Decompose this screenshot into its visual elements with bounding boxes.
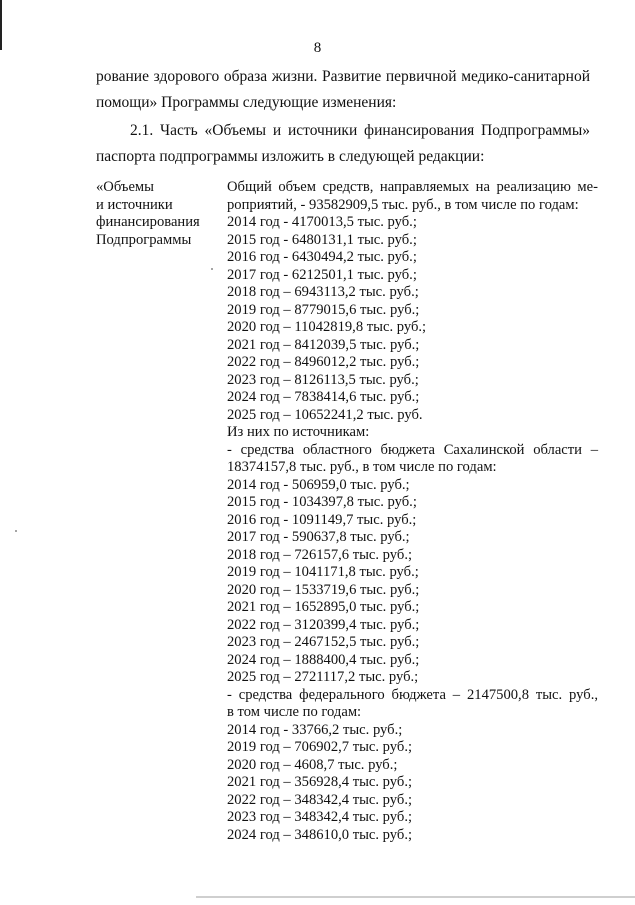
total-year-line: 2014 год - 4170013,5 тыс. руб.;: [227, 214, 417, 230]
federal-budget-line-1: - средства федерального бюджета – 2147500,8 тыс. руб.,: [227, 686, 598, 703]
regional-year-line: 2020 год – 1533719,6 тыс. руб.;: [227, 581, 420, 598]
regional-year-line: 2014 год - 506959,0 тыс. руб.;: [227, 476, 410, 493]
intro-line-1: рование здорового образа жизни. Развитие первичной медико-санитарной: [96, 68, 590, 85]
scan-bottom-edge: [196, 896, 635, 898]
regional-year-line: 2018 год – 726157,6 тыс. руб.;: [227, 546, 413, 563]
federal-year-line: 2023 год – 348342,4 тыс. руб.;: [227, 809, 413, 825]
federal-year-line: 2020 год – 4608,7 тыс. руб.;: [227, 756, 398, 773]
regional-year-line: 2015 год - 1034397,8 тыс. руб.;: [227, 494, 417, 510]
item-line-1: 2.1. Часть «Объемы и источники финансирования Подпрограммы»: [130, 122, 590, 139]
regional-year-line: 2024 год – 1888400,4 тыс. руб.;: [227, 651, 420, 668]
regional-budget-line-2: 18374157,8 тыс. руб., в том числе по годам:: [227, 459, 497, 475]
passport-value-cell: [227, 179, 598, 844]
scan-speck: [15, 530, 17, 532]
total-year-line: 2023 год – 8126113,5 тыс. руб.;: [227, 371, 419, 388]
total-year-line: 2016 год - 6430494,2 тыс. руб.;: [227, 249, 417, 265]
label-line: «Объемы: [96, 179, 154, 195]
federal-year-line: 2014 год - 33766,2 тыс. руб.;: [227, 721, 403, 738]
intro-paragraph: [96, 64, 590, 116]
intro-line-2: помощи» Программы следующие изменения:: [96, 94, 397, 111]
label-line: и источники: [96, 196, 173, 213]
federal-budget-line-2: в том числе по годам:: [227, 704, 362, 720]
federal-year-line: 2021 год – 356928,4 тыс. руб.;: [227, 774, 413, 790]
federal-year-line: 2022 год – 348342,4 тыс. руб.;: [227, 791, 413, 808]
federal-year-line: 2019 год – 706902,7 тыс. руб.;: [227, 739, 413, 755]
total-year-line: 2021 год – 8412039,5 тыс. руб.;: [227, 336, 420, 353]
regional-year-line: 2025 год – 2721117,2 тыс. руб.;: [227, 669, 419, 685]
passport-label-cell: [96, 179, 221, 249]
regional-year-line: 2017 год - 590637,8 тыс. руб.;: [227, 529, 410, 545]
total-year-line: 2018 год – 6943113,2 тыс. руб.;: [227, 284, 419, 300]
total-funding-line-1: Общий объем средств, направляемых на реализацию ме-: [227, 179, 598, 195]
label-line: финансирования: [96, 214, 200, 230]
item-line-2: паспорта подпрограммы изложить в следующей редакции:: [96, 148, 485, 165]
item-paragraph: [96, 118, 590, 170]
total-year-line: 2025 год – 10652241,2 тыс. руб.: [227, 406, 423, 423]
regional-year-line: 2016 год - 1091149,7 тыс. руб.;: [227, 511, 417, 528]
total-year-line: 2020 год – 11042819,8 тыс. руб.;: [227, 319, 427, 335]
total-funding-line-2: роприятий, - 93582909,5 тыс. руб., в том числе по годам:: [227, 196, 579, 213]
regional-budget-line-1: - средства областного бюджета Сахалинской области –: [227, 441, 598, 458]
total-year-line: 2017 год - 6212501,1 тыс. руб.;: [227, 266, 417, 283]
regional-year-line: 2019 год – 1041171,8 тыс. руб.;: [227, 564, 419, 580]
federal-year-line: 2024 год – 348610,0 тыс. руб.;: [227, 826, 413, 843]
label-line: Подпрограммы: [96, 231, 192, 248]
regional-year-line: 2023 год – 2467152,5 тыс. руб.;: [227, 634, 420, 650]
regional-year-line: 2021 год – 1652895,0 тыс. руб.;: [227, 599, 420, 615]
scan-speck: [211, 268, 213, 270]
total-year-line: 2022 год – 8496012,2 тыс. руб.;: [227, 354, 420, 370]
regional-year-line: 2022 год – 3120399,4 тыс. руб.;: [227, 616, 420, 633]
total-year-line: 2024 год – 7838414,6 тыс. руб.;: [227, 389, 420, 405]
total-year-line: 2019 год – 8779015,6 тыс. руб.;: [227, 301, 420, 318]
total-year-line: 2015 год - 6480131,1 тыс. руб.;: [227, 231, 417, 248]
page-number: 8: [313, 40, 322, 56]
sources-heading: Из них по источникам:: [227, 424, 370, 440]
